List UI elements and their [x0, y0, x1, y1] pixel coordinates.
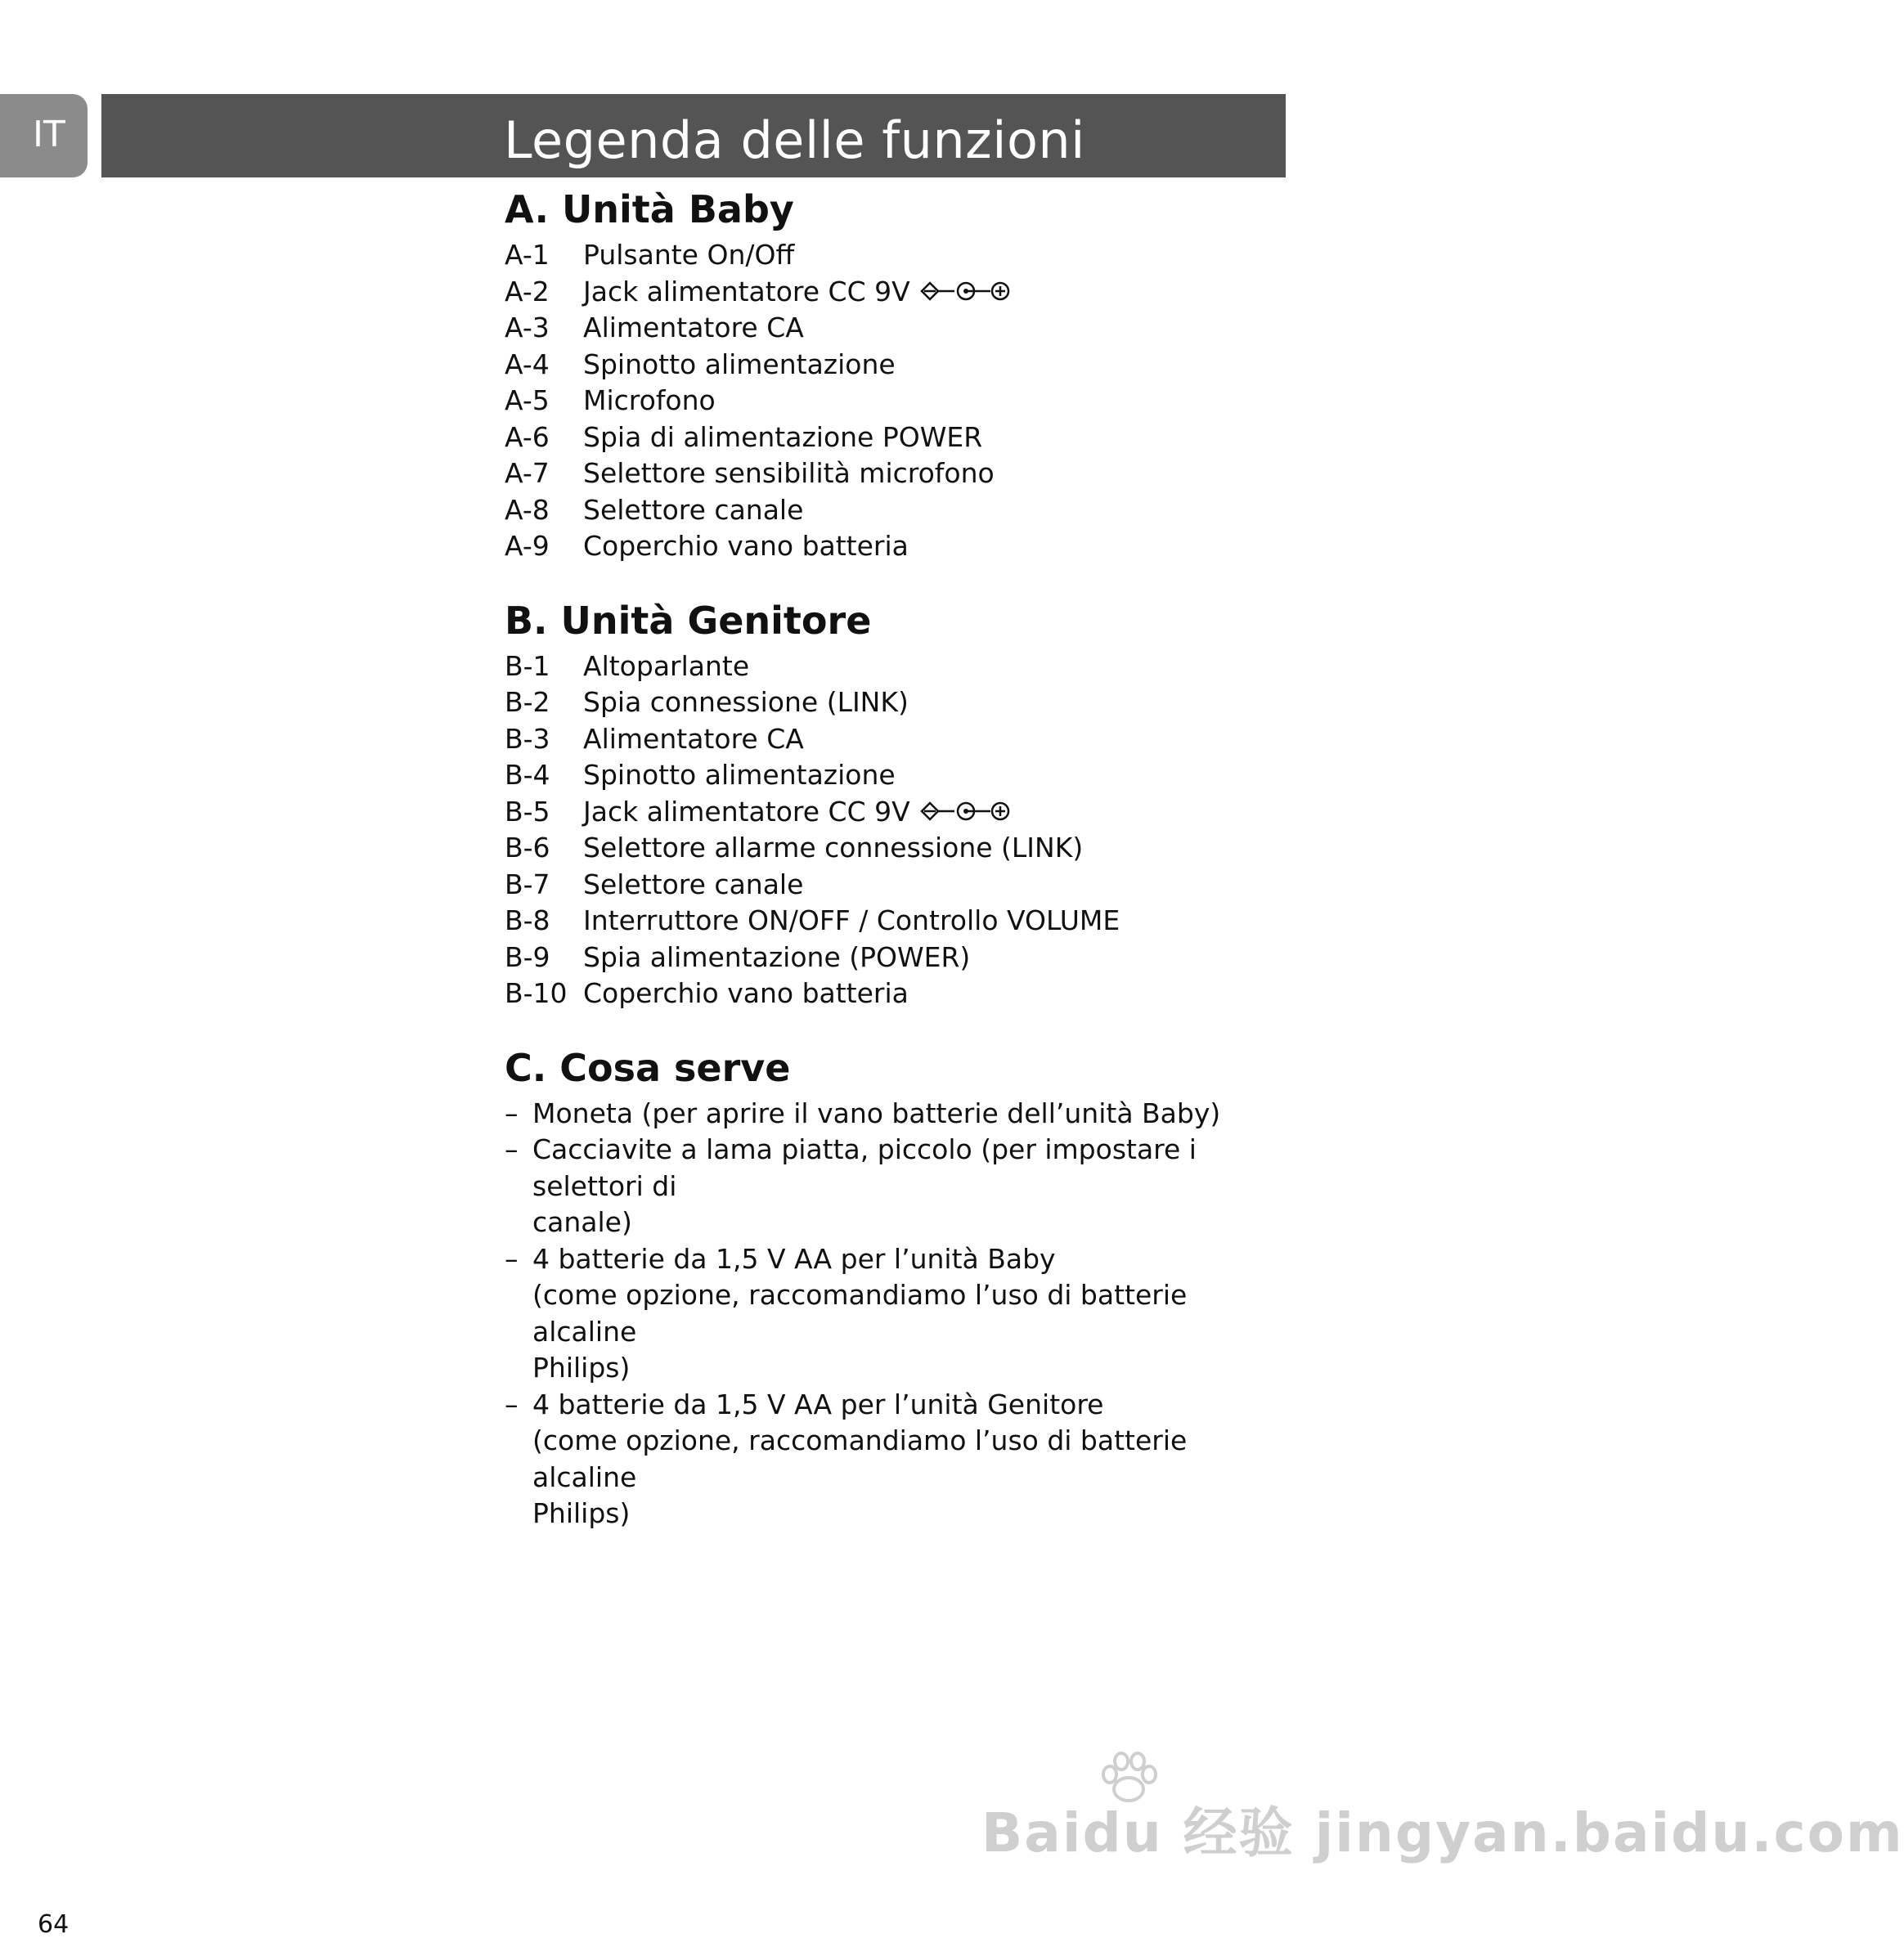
bullet-item [505, 1096, 1273, 1133]
item-code: B-6 [505, 832, 550, 864]
item-label: Alimentatore CA [583, 312, 804, 343]
dc-polarity-icon [920, 800, 1012, 823]
item-label: Altoparlante [583, 649, 750, 682]
item-label: Selettore sensibilità microfono [583, 457, 995, 489]
list-item [505, 455, 1273, 492]
item-code: A-2 [505, 275, 550, 307]
section-baby-unit [505, 185, 1273, 565]
item-label-with-icon [583, 794, 1273, 831]
item-code: A-6 [505, 420, 550, 453]
dc-polarity-icon [920, 280, 1012, 303]
page-number: 64 [38, 1910, 70, 1939]
bullet-line: (come opzione, raccomandiamo l’uso di batterie alcaline [532, 1279, 1188, 1348]
item-code: A-1 [505, 239, 550, 271]
bullet-item [505, 1132, 1273, 1241]
bullet-line: Moneta (per aprire il vano batterie dell’unità Baby) [532, 1097, 1221, 1129]
bullet-line: Philips) [532, 1352, 631, 1384]
section-heading: A. Unità Baby [505, 187, 794, 231]
item-code: B-4 [505, 759, 550, 791]
bullet-line: (come opzione, raccomandiamo l’uso di batterie alcaline [532, 1424, 1188, 1493]
list-item [505, 830, 1273, 867]
list-item [505, 383, 1273, 419]
item-label: Pulsante On/Off [583, 239, 795, 271]
watermark-text: Baidu 经验 jingyan.baidu.com [981, 1801, 1904, 1864]
bullet-dash: – [505, 1388, 519, 1420]
item-code: B-7 [505, 868, 550, 900]
bullet-text [532, 1132, 1273, 1241]
bullet-line: Cacciavite a lama piatta, piccolo (per impostare i selettori di [532, 1133, 1197, 1202]
list-item [505, 492, 1273, 529]
item-label: Selettore canale [583, 493, 804, 526]
item-label: Jack alimentatore CC 9V [583, 275, 910, 307]
bullet-dash: – [505, 1133, 519, 1165]
item-code: A-9 [505, 530, 550, 562]
bullet-line: 4 batterie da 1,5 V AA per l’unità Genitore [532, 1388, 1104, 1420]
item-label: Selettore allarme connessione (LINK) [583, 832, 1084, 864]
list-item [505, 976, 1273, 1012]
list-item [505, 528, 1273, 565]
item-label: Interruttore ON/OFF / Controllo VOLUME [583, 904, 1120, 936]
bullet-line: 4 batterie da 1,5 V AA per l’unità Baby [532, 1242, 1056, 1275]
section-heading: B. Unità Genitore [505, 598, 872, 643]
bullet-text [532, 1096, 1273, 1133]
item-label: Spia connessione (LINK) [583, 686, 909, 718]
page-title: Legenda delle funzioni [504, 110, 1085, 170]
list-item [505, 867, 1273, 904]
language-tab: IT [0, 94, 88, 177]
item-label: Spia di alimentazione POWER [583, 420, 983, 453]
item-code: A-8 [505, 493, 550, 526]
bullet-line: Philips) [532, 1497, 631, 1529]
section-parent-unit [505, 596, 1273, 1012]
list-item [505, 310, 1273, 347]
section-what-you-need [505, 1043, 1273, 1532]
item-label: Spia alimentazione (POWER) [583, 940, 971, 973]
baidu-watermark [981, 1750, 1904, 1913]
item-label: Jack alimentatore CC 9V [583, 795, 910, 828]
item-code: A-4 [505, 348, 550, 380]
item-code: B-5 [505, 795, 550, 828]
bullet-dash: – [505, 1097, 519, 1129]
bullet-item [505, 1387, 1273, 1532]
item-label: Spinotto alimentazione [583, 759, 896, 791]
item-label: Alimentatore CA [583, 722, 804, 755]
list-item [505, 940, 1273, 976]
list-item [505, 757, 1273, 794]
list-item [505, 721, 1273, 758]
section-heading: C. Cosa serve [505, 1045, 791, 1090]
bullet-dash: – [505, 1242, 519, 1275]
list-item [505, 648, 1273, 685]
item-code: B-8 [505, 904, 550, 936]
bullet-item [505, 1241, 1273, 1387]
item-label-with-icon [583, 274, 1273, 311]
item-code: A-3 [505, 312, 550, 343]
item-label: Coperchio vano batteria [583, 977, 909, 1009]
item-code: B-1 [505, 649, 550, 682]
list-item [505, 794, 1273, 831]
bullet-text [532, 1241, 1273, 1387]
item-code: A-7 [505, 457, 550, 489]
item-code: B-9 [505, 940, 550, 973]
list-item [505, 903, 1273, 940]
list-item [505, 274, 1273, 311]
list-item [505, 237, 1273, 274]
item-label: Spinotto alimentazione [583, 348, 896, 380]
item-code: B-10 [505, 977, 568, 1009]
list-item [505, 347, 1273, 384]
item-code: B-2 [505, 686, 550, 718]
item-code: B-3 [505, 722, 550, 755]
list-item [505, 419, 1273, 456]
item-label: Selettore canale [583, 868, 804, 900]
bullet-text [532, 1387, 1273, 1532]
item-label: Coperchio vano batteria [583, 530, 909, 562]
content [505, 185, 1273, 1563]
list-item [505, 684, 1273, 721]
bullet-line: canale) [532, 1206, 632, 1238]
title-bar [101, 94, 1286, 177]
item-label: Microfono [583, 384, 716, 416]
item-code: A-5 [505, 384, 550, 416]
